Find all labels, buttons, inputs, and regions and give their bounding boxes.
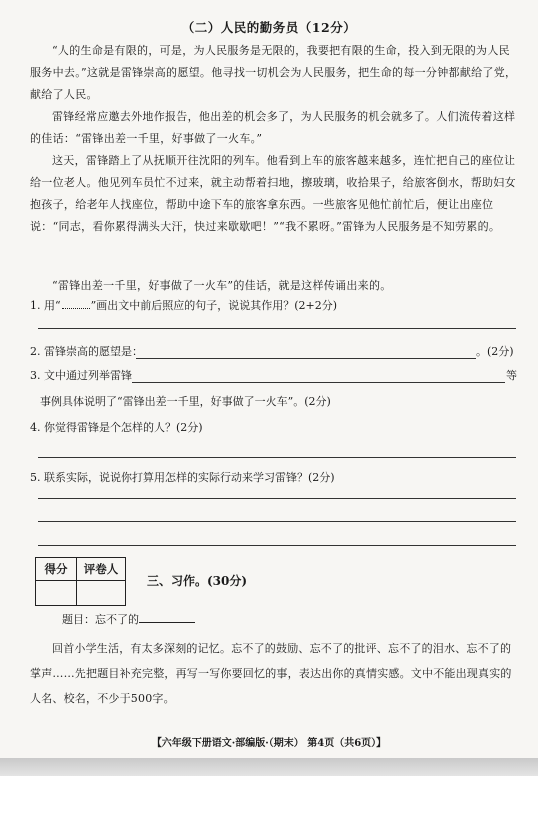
question-2-score: 。(2分) [476,345,514,358]
passage-paragraph-1: “人的生命是有限的，可是，为人民服务是无限的，我要把有限的生命，投入到无限的为人民服务中去。”这就是雷锋崇高的愿望。他寻找一切机会为人民服务，把生命的每一分钟都献给了党，献给了人民。 [30,44,517,101]
answer-line-q5-2[interactable] [38,521,516,522]
score-table [35,557,126,606]
essay-topic-blank[interactable] [139,622,195,623]
essay-instructions: 回首小学生活，有太多深刻的记忆。忘不了的鼓励、忘不了的批评、忘不了的泪水、忘不了的掌声……先把题目补充完整，再写一写你要回忆的事，表达出你的真情实感。文中不能出现真实的人名、校名，不少于500字。 [30,642,512,705]
question-3-tail: 等 [506,369,517,382]
question-5: 5. 联系实际，说说你打算用怎样的实际行动来学习雷锋？(2分) [30,471,335,484]
answer-line-q5-1[interactable] [38,498,516,499]
answer-line-q4[interactable] [38,457,516,458]
passage-paragraph-2: 雷锋经常应邀去外地作报告，他出差的机会多了，为人民服务的机会就多了。人们流传着这样的佳话：“雷锋出差一千里，好事做了一火车。” [30,110,516,145]
question-3-continuation: 事例具体说明了“雷锋出差一千里，好事做了一火车”。(2分) [40,395,331,408]
section-title: （二）人民的勤务员（12分） [181,20,357,35]
answer-line-q1[interactable] [38,328,516,329]
question-3-label: 3. 文中通过列举雷锋 [30,369,132,382]
essay-topic [62,611,195,627]
score-header: 得分 [36,558,77,581]
question-2-label: 2. 雷锋崇高的愿望是： [30,345,143,358]
question-1 [30,298,337,314]
wavy-line-mark [62,308,90,309]
answer-line-q2[interactable] [136,358,476,359]
passage-paragraph-4: “雷锋出差一千里，好事做了一火车”的佳话，就是这样传诵出来的。 [52,279,392,292]
page-footer: 【六年级下册语文·部编版·（期末） 第4页（共6页）】 [151,738,387,749]
essay-topic-label: 题目：忘不了的 [62,613,139,626]
page-edge-shadow [0,758,538,776]
grader-cell[interactable] [77,581,126,606]
answer-line-q3[interactable] [132,382,505,383]
question-1-suffix: ”画出文中前后照应的句子，说说其作用？(2+2分) [90,299,338,312]
passage-paragraph-3: 这天，雷锋踏上了从抚顺开往沈阳的列车。他看到上车的旅客越来越多，连忙把自己的座位让给一位老人。他见列车员忙不过来，就主动帮着扫地，擦玻璃，收拾果子，给旅客倒水，帮助妇女抱孩子，给老年人找座位，帮助中途下车的旅客拿东西。一些旅客见他忙前忙后，便让出座位说：“同志，看你累得满头大汗，快过来歇歇吧！”“我不累呀。”雷锋为人民服务是不知劳累的。 [30,154,516,233]
score-cell[interactable] [36,581,77,606]
question-4: 4. 你觉得雷锋是个怎样的人？(2分) [30,421,203,434]
answer-line-q5-3[interactable] [38,545,516,546]
essay-heading: 三、习作。(30分) [147,574,248,588]
grader-header: 评卷人 [77,558,126,581]
question-1-prefix: 1. 用“ [30,299,61,312]
